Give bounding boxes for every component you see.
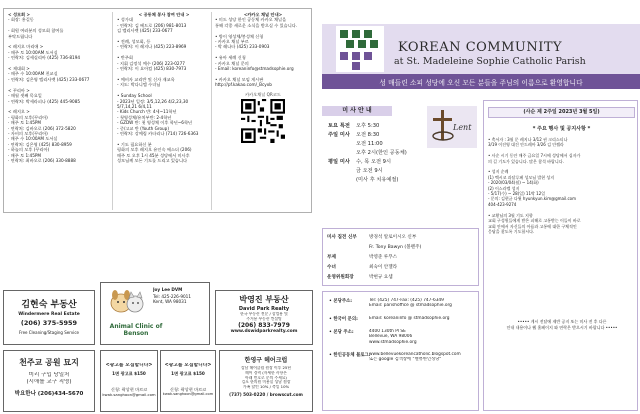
mass-panel: [322, 100, 479, 225]
text-line: 아래 번호로 문의 주세요): [245, 375, 287, 380]
text-line: (시애틀 교구 직영): [26, 379, 72, 385]
text-line: • 성지 순례: [488, 169, 509, 175]
qr-caption: 카카오채널 QR코드: [245, 91, 281, 97]
info-row: [328, 122, 428, 131]
text-line: 한국 부동산 전문 / 상업용 및: [240, 312, 288, 316]
contact-label: • 본당 주소:: [329, 329, 354, 335]
info-label: 평일 미사: [328, 159, 350, 165]
text-line: (1) 멕시코 과달루페 성모님 발현 성지: [488, 174, 555, 180]
ad-recruit-2[interactable]: [160, 350, 216, 412]
text-line: 김 엘리사벳 (425) 233-0677: [117, 28, 173, 34]
text-line: 평화의 모후 레지오 유인숙 에스더 (206): [117, 147, 192, 153]
contact-value[interactable]: [369, 298, 452, 309]
info-row: [328, 131, 428, 140]
ad-clinic-lines: [153, 294, 209, 305]
mass-heading: 미 사 안 내: [322, 106, 392, 116]
col2-title: < 공동체 봉사 참여 안내 >: [138, 12, 190, 17]
info-value: (미사 후 치유예절): [356, 177, 399, 183]
text-line: • 사순 시기 동안 매주 금요일 7시에 성당에서 십자가: [488, 153, 581, 159]
lent-image: [427, 106, 477, 148]
text-line: - 카카오 채널 부르: [215, 39, 249, 45]
ad-rec2-price: 1면 광고료 $150: [171, 371, 205, 377]
text-line: - 연락처: 강예림 카타리나 (714) 726-6363: [117, 130, 199, 136]
info-label: 미사 집전 신부: [327, 235, 357, 240]
text-line: 의 길 기도가 있습니다. 많은 참석 바랍니다.: [488, 158, 564, 164]
contact-line: www.stmadsophie.org: [369, 339, 417, 345]
text-line: - 평화의 모후(꾸리아): [8, 114, 48, 120]
info-row: [328, 167, 428, 176]
ad-cem-name: 천주교 공원 묘지: [19, 358, 79, 367]
col-kakao: [215, 12, 311, 210]
bulletin-items: [488, 137, 636, 234]
info-value: 오전 11:00: [356, 141, 383, 147]
info-label: 부제: [327, 255, 336, 260]
ad-park-name: 박영진 부동산: [239, 295, 289, 304]
ad-cemetery[interactable]: [3, 350, 95, 412]
text-line: - 연락처: 이 요아킴 (425) 830-7973: [117, 66, 187, 72]
text-line: 교회 안에서 자신들의 아픔과 고통에 대한 구체적인: [488, 223, 577, 229]
text-line: 헤어 경력 (자세한 사항은: [245, 370, 287, 375]
col3-lines: [215, 17, 311, 87]
priest-rows: [327, 233, 477, 283]
ad-rec1-email: kwak.sanghoon@gmail.com: [102, 392, 156, 398]
contact-item: [329, 352, 477, 363]
welcome-text: 성 매들린 소피 성당에 오신 모든 분들을 주님의 이름으로 환영합니다: [379, 79, 583, 87]
info-label: [328, 167, 356, 176]
ad-kim-phone: (206) 375-5959: [20, 319, 78, 327]
ad-park-phone: (206) 833-7979: [238, 321, 290, 329]
text-line: · 연락처: 최바오로 (206) 330-8888: [8, 157, 76, 163]
text-line: - Email: koreaninfo@stmadsophie.org: [215, 66, 294, 72]
bulletin-heading: (사순 제 2주일 2023년 3월 5일): [488, 107, 635, 118]
ad-hair-lines: [220, 366, 312, 390]
info-label: [328, 176, 356, 185]
text-line: • 반주회: [117, 55, 133, 61]
text-line: • 성가대: [117, 17, 133, 23]
contact-item: [329, 298, 477, 309]
text-line: 404-423-9274: [488, 201, 517, 207]
text-line: • 교황님의 3월 기도 지향: [488, 212, 533, 218]
text-line: 부탁드립니다: [8, 33, 33, 39]
ad-rec1-name: <광고를 모집합니다>: [105, 363, 153, 368]
text-line: - 회장: 홍길동: [8, 17, 34, 23]
ad-rec2-email: kwak.sanghoon@gmail.com: [162, 392, 214, 397]
ad-cem-lines: [4, 372, 94, 386]
ad-rec1-price: 1면 광고료 $150: [112, 371, 146, 377]
contact-line: Bellevue, WA 98006: [369, 334, 413, 340]
text-line: - 연락처: 김 베드로 (206) 981-8013: [117, 22, 187, 28]
text-line: - 중/고교 반 (Youth Group): [117, 125, 169, 131]
info-row: [328, 140, 428, 149]
text-line: Kent, WA 98031: [153, 299, 187, 305]
ad-clinic-caption: Joy Lee DVM: [153, 287, 183, 292]
info-value: 최숙이 안젤라: [369, 265, 398, 270]
info-value: 오후 2시(한인 공동체): [356, 150, 407, 156]
text-line: < 레지오 마리애 >: [8, 44, 44, 50]
fleur-cross-logo-icon: [336, 26, 384, 72]
info-value: 오후 5:30: [356, 123, 380, 129]
contact-label: • 한국어 문의:: [329, 316, 358, 322]
text-line: - Kids Church 반: 4세~11학년: [117, 109, 177, 115]
ad-clinic-name: Animal Clinic of Benson: [109, 323, 163, 337]
info-value: 수, 목 오전 9시: [356, 159, 391, 165]
info-row: [328, 158, 428, 167]
ad-rec1-ask: 신청: 곽상현 마르코: [110, 386, 148, 392]
text-line: - 연락처: 박세라피나 (425) 445-9085: [8, 98, 81, 104]
contact-item: [329, 316, 477, 322]
contact-rows: [329, 298, 477, 370]
text-line: 김포 한의원 미용실 성남 점장: [241, 380, 291, 385]
col1-title: < 성모회 >: [8, 12, 31, 17]
text-line: 5/7,14,21 6/4,11: [117, 103, 152, 109]
notices-title: * 주요 행사 및 공지사항 *: [532, 126, 591, 132]
text-line: - 지도: 박다니엘 수녀님: [117, 82, 161, 88]
contact-value[interactable]: [369, 352, 461, 363]
text-line: - 연락처: 김은영 엘리사벳 (425) 233-0677: [8, 76, 90, 82]
bulletin-footer: [488, 319, 636, 330]
text-line: • 기도 필요하신 분: [117, 141, 152, 147]
ad-hair-phone: (737) 503-0220 / browscut.com: [229, 391, 303, 397]
text-line: • Sunday School: [117, 93, 152, 99]
info-value: 금 오전 9시: [356, 168, 383, 174]
qr-code[interactable]: [241, 99, 285, 143]
info-label: 운영위원회장: [327, 275, 354, 280]
info-value: 오전 8:30: [356, 132, 380, 138]
contact-line: 4400 130th Pl SE: [369, 328, 406, 334]
text-line: - 2020/03/04(월) ~ 14(화): [488, 180, 539, 186]
ad-park-lines: [216, 312, 312, 322]
text-line: < 꾸리아 >: [8, 87, 30, 93]
text-line: - 첫영성체/유치부반: 2-4학년: [117, 114, 172, 120]
text-line: ••••• 게시 전달에 제반 공지 또는 미사 전 후 다른: [517, 319, 607, 324]
info-label: [328, 140, 356, 149]
contact-label: • 한인공동체 블로그:: [329, 353, 371, 359]
contact-panel: [322, 291, 479, 411]
info-label: [328, 149, 356, 158]
ad-rec2-name: <광고를 모집합니다>: [164, 363, 212, 368]
text-line: • 축서자 : 3월 문 레지나 3/12 권 크리스티나: [488, 137, 568, 142]
text-line: 응답을 찾도록 기도합시다.: [488, 228, 535, 234]
ad-hair-club[interactable]: [219, 350, 313, 412]
text-line: 매주 토 오후 1시 45분 성당에서 미사후: [117, 152, 190, 158]
info-row: [327, 263, 477, 273]
info-row: [327, 243, 477, 253]
header-title: KOREAN COMMUNITY: [398, 40, 563, 55]
text-line: - 카카오 채널 문의: [215, 60, 249, 66]
text-line: 가족 할인 10% / 축일 10%: [242, 385, 290, 390]
ad-kim-sub: Windermere Real Estate: [18, 312, 80, 317]
text-line: - 매주 토 10:00AM 도서실: [8, 49, 58, 55]
contact-line: www.bellevuekoreancatholic.blogspot.com: [369, 352, 461, 358]
mass-rows: [328, 122, 428, 185]
info-label: [327, 243, 369, 253]
text-line: Tel: 425-226-9011: [153, 294, 191, 299]
text-line: - 매주 수 10:00AM 친교실: [8, 71, 58, 77]
text-line: - 연락처: 김세실리아 (425) 736-8194: [8, 55, 81, 61]
info-value: 박영준 루푸스: [369, 255, 398, 260]
priest-panel: [322, 228, 479, 286]
ad-hair-name: 한영구 헤어크럽: [244, 357, 288, 364]
text-line: 안내 내용이나 웹 홈페이지 와 연락은 받으시기 바랍니다 •••••: [506, 324, 618, 330]
text-line: http://pf.kakao.com/_Bcyxb: [215, 82, 272, 88]
text-line: 미리 구입 당일처: [28, 372, 70, 378]
text-line: 3/19 이진영 대건 안드레아 3/26 김 안젤라: [488, 142, 564, 148]
text-line: (2) 이스라엘 성지: [488, 185, 520, 191]
col-service: [112, 12, 212, 210]
text-line: • 유아 세례 신청: [215, 55, 246, 61]
text-line: • 방이 영성체/봉성체 신청: [215, 33, 264, 39]
ad-animal-clinic[interactable]: [100, 282, 210, 345]
bulletin-panel: [483, 100, 638, 411]
info-value: 박현규 요셉: [369, 275, 393, 280]
info-value: 방경석 알로이시오 신부: [369, 235, 417, 240]
text-line: - 하늘의 모후 (꾸리아): [8, 147, 50, 153]
text-line: < 레지오 >: [8, 109, 30, 115]
dog-cat-icon: [107, 287, 147, 317]
text-line: - 5/17(수) ~ 28(일) 11박 12일: [488, 191, 546, 197]
contact-line: Email: koreaninfo @ stmadsophie.org: [369, 315, 450, 321]
text-line: 교회 구성원들에게 받은 피해로 고통받는 이들이 바로: [488, 218, 581, 224]
header-logo: [336, 26, 384, 72]
text-line: - 박 레나타 (425) 233-0903: [215, 44, 270, 50]
text-line: 주거용 부동산 컨설팅: [246, 316, 282, 321]
text-line: · 매주 토 1:45PM: [8, 152, 42, 158]
ad-park-sub: David Park Realty: [238, 306, 290, 312]
info-label: 토요 특전: [328, 123, 350, 129]
header-subtitle: at St. Madeleine Sophie Catholic Parish: [394, 56, 586, 67]
info-label: 주일 미사: [328, 132, 350, 138]
info-row: [328, 176, 428, 185]
qr-code-icon: [241, 99, 285, 143]
text-line: · 연락처: 김은영 (425) 830-8959: [8, 141, 72, 147]
ad-clinic-logo: [107, 287, 147, 317]
text-line: • 미드 성당 한인 공동체 카카오 채널을: [215, 17, 287, 23]
ad-kim-name: 김현숙 부동산: [21, 300, 77, 310]
info-row: [327, 233, 477, 243]
text-line: 성모님께 모든 기도를 드리고 있습니다: [117, 157, 188, 163]
text-line: · 매주 토 1:45PM: [8, 120, 42, 126]
ad-recruit-1[interactable]: [100, 350, 158, 412]
ad-rec2-ask: 신청: 곽상현 마르코: [169, 386, 207, 392]
contact-value[interactable]: [369, 329, 417, 345]
text-line: • 카카오 채널 모임 게시판: [215, 76, 264, 82]
text-line: • 전례, 성모회, 등: [117, 39, 151, 45]
text-line: · 연락처: 김바오로 (206) 372-5820: [8, 125, 76, 131]
col-sodality: [8, 12, 100, 210]
info-row: [327, 273, 477, 283]
ad-kim-foot: Free Cleaning/Staging Service: [19, 330, 79, 335]
info-value: Fr. Tony Bawyn (볼렌주): [369, 245, 422, 250]
text-line: · 매주 수 10:00AM 도서실: [8, 136, 58, 142]
contact-line: Email: parishoffice @ stmadsophie.org: [369, 303, 452, 309]
col2-lines: [117, 17, 211, 163]
lent-label: Lent: [453, 123, 472, 132]
ad-park-url: www.dswidparkrealty.com: [230, 328, 298, 334]
text-line: < 제대회 >: [8, 66, 30, 72]
ad-park-realty[interactable]: [215, 290, 313, 345]
text-line: - 회원 여러분의 성모회 참여를: [8, 28, 64, 34]
col1-lines: [8, 17, 100, 163]
ad-kim-realty[interactable]: [3, 290, 95, 345]
contact-line: Tel: (425) 747-Fax: (425) 747-6349: [369, 298, 444, 303]
ad-cem-contact: 박요한나 (206)434-5670: [14, 391, 84, 397]
right-page: [322, 0, 640, 414]
text-line: - 문의: 김현균 다윗 hyunkyun.kim@gmail.com: [488, 196, 577, 202]
contact-item: [329, 329, 477, 345]
contact-line: 또는 google 검색창에 "벨뷰한인성당": [369, 357, 442, 363]
text-line: - 매월 셋째 목요일: [8, 93, 42, 99]
contact-label: • 본당주소:: [329, 299, 353, 304]
text-line: - 지휘 김정석 예수 (206) 223-0277: [117, 60, 185, 66]
left-page: [0, 0, 316, 414]
contact-value[interactable]: [369, 316, 450, 322]
text-line: - 자비의 모후(꾸리아): [8, 130, 48, 136]
info-row: [328, 149, 428, 158]
col3-title: <카카오 채널 안내>: [243, 12, 283, 17]
text-line: • 예비자 교리반 및 신자 재교육: [117, 76, 175, 82]
text-line: - 2023년 일정: 3/5,12,26 4/2,23,30: [117, 98, 189, 104]
text-line: - GZDW 반: 첫 영성체 이후 학년~6학년: [117, 120, 193, 126]
text-line: - 연락처: 이 레지나 (425) 223-8969: [117, 44, 187, 50]
text-line: 통해 각종 새로운 소식을 받으실 수 있습니다.: [215, 22, 298, 28]
info-row: [327, 253, 477, 263]
text-line: 강남 헤어클럽 원장 이후 25년: [240, 366, 291, 370]
info-label: 수녀: [327, 265, 336, 270]
